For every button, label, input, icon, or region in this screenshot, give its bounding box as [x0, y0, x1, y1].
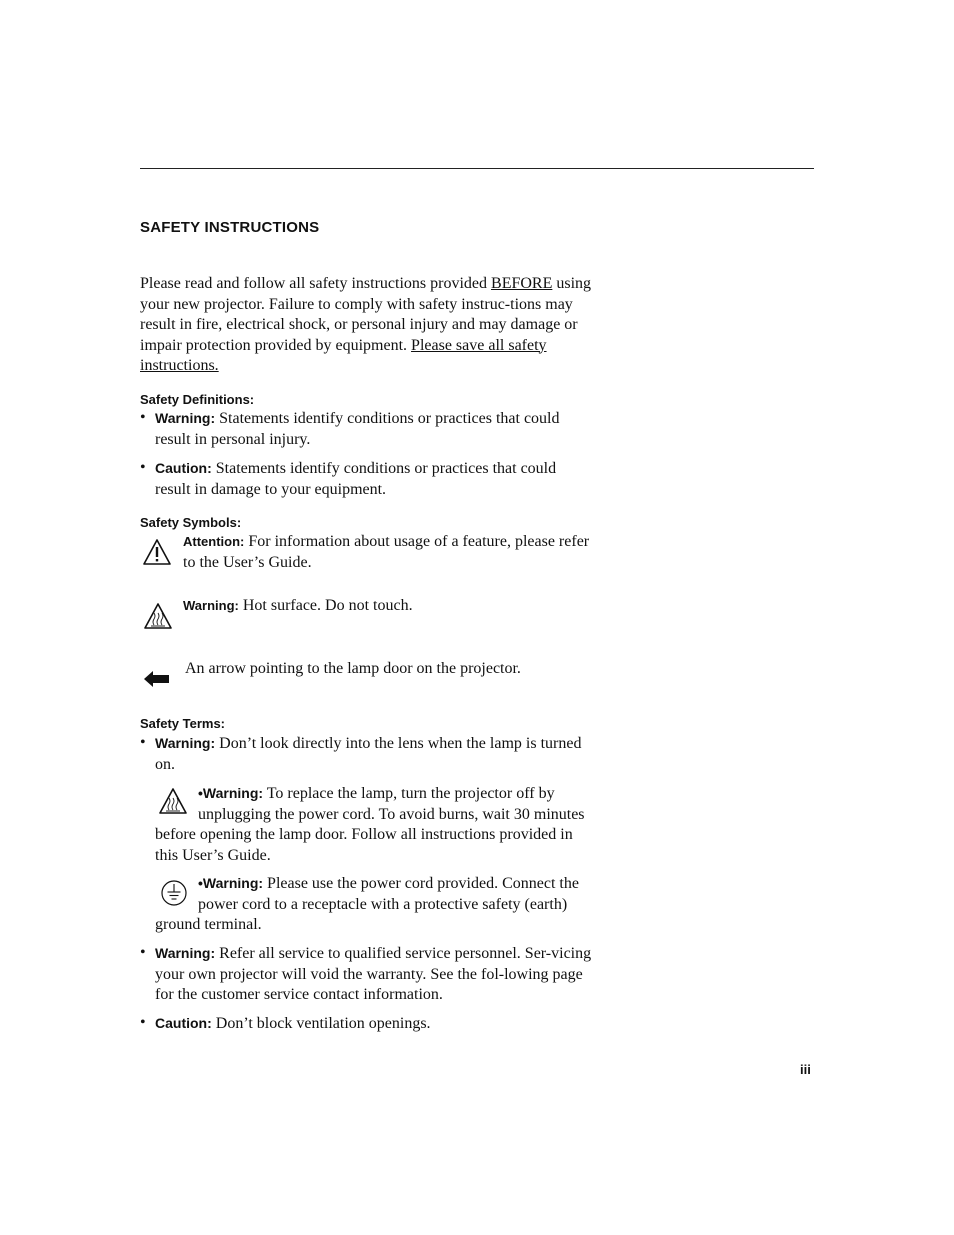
bullet-dot: • [140, 459, 146, 476]
definition-label: Warning: [155, 410, 216, 426]
header-rule [140, 168, 814, 169]
bullet-dot: • [140, 734, 146, 751]
term-text: Please use the power cord provided. Connect the power cord to a receptacle with a protective safety (earth) ground terminal. [155, 875, 579, 933]
definition-text: Statements identify conditions or practices that could result in personal injury. [155, 410, 560, 448]
attention-triangle-icon [142, 538, 172, 566]
bullet-dot: • [140, 409, 146, 426]
terms-heading: Safety Terms: [140, 716, 226, 731]
bullet-dot: • [140, 944, 146, 961]
intro-save-note: Please save all safety instructions. [140, 336, 547, 374]
intro-text-1: Please read and follow all safety instructions provided [140, 275, 492, 292]
intro-before: BEFORE [491, 275, 553, 292]
definitions-heading: Safety Definitions: [140, 392, 255, 407]
intro-paragraph [140, 274, 592, 377]
term-text: Don’t look directly into the lens when the lamp is turned on. [155, 735, 582, 773]
term-label: Warning: [155, 945, 216, 961]
term-item [140, 733, 592, 775]
term-item [140, 943, 592, 1006]
symbols-heading: Safety Symbols: [140, 515, 242, 530]
term-label: •Warning: [198, 785, 264, 801]
definition-label: Caution: [155, 460, 212, 476]
symbol-hot-surface [183, 596, 593, 617]
term-item [155, 783, 592, 866]
arrow-left-icon [143, 670, 171, 688]
term-item [155, 873, 592, 936]
term-text: To replace the lamp, turn the projector off by unplugging the power cord. To avoid burns, wait 30 minutes before opening the lamp door. Follow all instructions provided in this User’s Guide. [155, 785, 585, 864]
symbol-text: For information about usage of a feature, please refer to the User’s Guide. [183, 533, 590, 571]
page-number: iii [800, 1062, 811, 1077]
definition-text: Statements identify conditions or practices that could result in damage to your equipment. [155, 460, 557, 498]
definition-item-caution [140, 458, 592, 500]
term-item [140, 1013, 592, 1035]
symbol-label: Attention: [183, 534, 245, 549]
symbol-text: Hot surface. Do not touch. [238, 597, 413, 614]
symbol-arrow: An arrow pointing to the lamp door on the projector. [185, 660, 521, 677]
page-title: SAFETY INSTRUCTIONS [140, 219, 320, 236]
term-text: Don’t block ventilation openings. [211, 1015, 431, 1032]
term-label: •Warning: [198, 875, 264, 891]
symbol-attention [183, 532, 593, 573]
bullet-dot: • [140, 1014, 146, 1031]
hot-surface-icon [143, 602, 173, 630]
term-text: Refer all service to qualified service personnel. Ser-vicing your own projector will void the warranty. See the fol-lowing page for the customer service contact information. [155, 945, 592, 1003]
intro-text-2: using your new projector. Failure to comply with safety instruc-tions may result in fire, electrical shock, or personal injury and may damage or impair protection provided by equipment. [140, 275, 592, 354]
term-label: Warning: [155, 735, 216, 751]
symbol-label: Warning: [183, 598, 239, 613]
hot-surface-icon [155, 783, 195, 823]
definition-item-warning [140, 408, 592, 450]
term-label: Caution: [155, 1015, 212, 1031]
ground-terminal-icon [155, 873, 195, 913]
